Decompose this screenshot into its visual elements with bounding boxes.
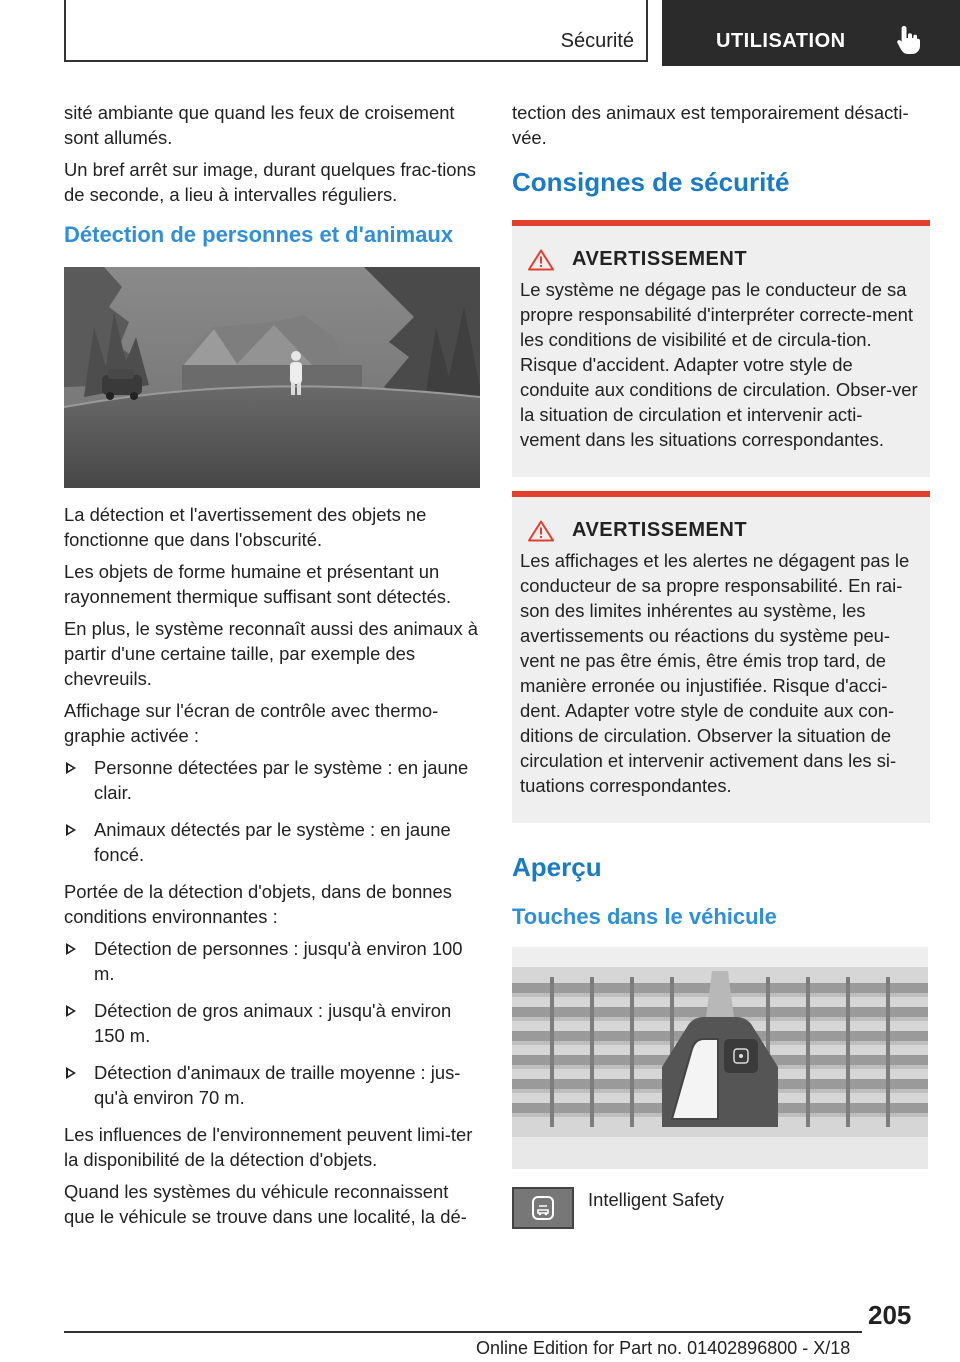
warning-header	[520, 248, 922, 271]
button-label: Intelligent Safety	[588, 1189, 724, 1210]
footer-edition: Online Edition for Part no. 01402896800 - X/18	[476, 1338, 851, 1358]
button-legend-row	[512, 1187, 930, 1229]
list-item: Détection de personnes : jusqu'à environ 100 m.	[64, 936, 482, 986]
list-item: Détection d'animaux de traille moyenne : jus-qu'à environ 70 m.	[64, 1060, 482, 1110]
list-item: Animaux détectés par le système : en jaune foncé.	[64, 817, 482, 867]
page-number: 205	[868, 1300, 912, 1330]
warning-text: Le système ne dégage pas le conducteur de sa propre responsabilité d'interpréter correcte-ment les conditions de visibilité et de circula-tion. Risque d'accident. Adapter votre style de conduite aux conditions de circulation. Obser-ver la situation de circulation et intervenir acti-vement dans les situations correspondantes.	[520, 279, 918, 450]
bullet-triangle-icon	[66, 1005, 76, 1017]
paragraph: En plus, le système reconnaît aussi des animaux à partir d'une certaine taille, par exemple des chevreuils.	[64, 618, 479, 689]
detection-range-list	[64, 936, 482, 1110]
paragraph: La détection et l'avertissement des objets ne fonctionne que dans l'obscurité.	[64, 504, 427, 550]
warning-triangle-icon	[528, 249, 554, 271]
bullet-triangle-icon	[66, 943, 76, 955]
paragraph: Les objets de forme humaine et présentant un rayonnement thermique suffisant sont détectés.	[64, 561, 452, 607]
list-item: Personne détectées par le système : en jaune clair.	[64, 755, 482, 805]
footer-divider	[64, 1331, 862, 1333]
paragraph: Un bref arrêt sur image, durant quelques frac-tions de seconde, a lieu à intervalles réguliers.	[64, 159, 476, 205]
hand-pointer-icon	[895, 24, 923, 56]
chapter-tab	[662, 0, 960, 66]
bullet-triangle-icon	[66, 824, 76, 836]
section-title: Sécurité	[560, 30, 634, 52]
paragraph: Quand les systèmes du véhicule reconnaissent que le véhicule se trouve dans une localité, la dé-	[64, 1181, 467, 1227]
chapter-title: UTILISATION	[716, 30, 846, 52]
thermo-color-list	[64, 755, 482, 867]
list-item: Détection de gros animaux : jusqu'à environ 150 m.	[64, 998, 482, 1048]
section-heading-detection: Détection de personnes et d'animaux	[64, 222, 454, 247]
warning-box	[512, 220, 930, 477]
paragraph: sité ambiante que quand les feux de croisement sont allumés.	[64, 102, 455, 148]
paragraph: Portée de la détection d'objets, dans de bonnes conditions environnantes :	[64, 881, 452, 927]
warning-text: Les affichages et les alertes ne dégagent pas le conducteur de sa propre responsabilité. En rai-son des limites inhérentes au système, les avertissements ou réactions du système peu-vent ne pas être émis, être émis trop tard, de manière erronée ou injustifiée. Risque d'acci-dent. Adapter votre style de conduite aux con-ditions de circulation. Observer la situation de circulation et intervenir activement dans les si-tuations correspondantes.	[520, 550, 910, 796]
warning-title: AVERTISSEMENT	[572, 519, 748, 541]
paragraph: Les influences de l'environnement peuvent limi-ter la disponibilité de la détection d'objets.	[64, 1124, 473, 1170]
section-heading-safety: Consignes de sécurité	[512, 167, 790, 197]
left-column	[64, 100, 482, 1236]
grille-button-figure	[512, 947, 928, 1169]
warning-header	[520, 519, 922, 542]
thermal-image-figure	[64, 267, 480, 488]
warning-triangle-icon	[528, 520, 554, 542]
warning-box	[512, 491, 930, 823]
section-heading-overview: Aperçu	[512, 852, 602, 882]
page-header	[0, 0, 960, 66]
section-tab	[64, 0, 648, 62]
paragraph: tection des animaux est temporairement désacti-vée.	[512, 102, 909, 148]
right-column	[512, 100, 930, 1229]
intelligent-safety-icon	[531, 1195, 555, 1221]
subheading-buttons: Touches dans le véhicule	[512, 904, 777, 929]
paragraph: Affichage sur l'écran de contrôle avec thermo-graphie activée :	[64, 700, 439, 746]
intelligent-safety-button[interactable]	[512, 1187, 574, 1229]
bullet-triangle-icon	[66, 1067, 76, 1079]
bullet-triangle-icon	[66, 762, 76, 774]
warning-title: AVERTISSEMENT	[572, 248, 748, 270]
